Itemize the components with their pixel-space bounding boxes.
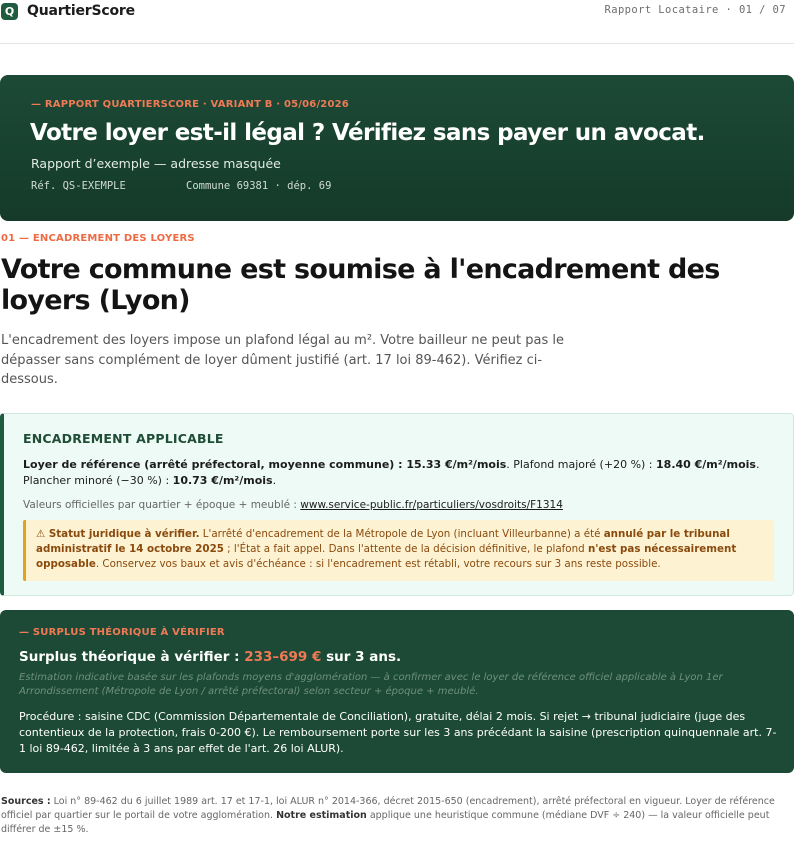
legal-warning (23, 520, 774, 581)
sentence-end: . (272, 474, 277, 487)
surplus-headline-suffix: sur 3 ans. (321, 649, 402, 665)
surplus-headline (19, 649, 401, 665)
surplus-amount: 233–699 € (244, 649, 322, 665)
hero-banner (0, 75, 794, 221)
hero-title: Votre loyer est-il légal ? Vérifiez sans payer un avocat. (30, 120, 705, 146)
surplus-headline-prefix: Surplus théorique à vérifier : (19, 649, 245, 665)
hero-kicker: — RAPPORT QUARTIERSCORE · VARIANT B · 05/06/2026 (31, 99, 349, 110)
section-kicker: 01 — ENCADREMENT DES LOYERS (1, 233, 195, 244)
procedure-text: Procédure : saisine CDC (Commission Départementale de Conciliation), gratuite, délai 2 mois. Si rejet → tribunal judiciaire (juge des contentieux de la protection, frais 0-200 €). Le remboursement porte sur les 3 ans précédant la saisine (prescription quinquennale art. 7-1 loi 89-462, limitée à 3 ans par effet de l'art. 26 loi ALUR). (19, 710, 777, 755)
warning-text: L'arrêté d'encadrement de la Métropole de Lyon (incluant Villeurbanne) a été (199, 528, 604, 540)
reference-rent: Loyer de référence (arrêté préfectoral, moyenne commune) : 15.33 €/m²/mois (23, 458, 507, 471)
reference-id: Réf. QS-EXEMPLE (31, 180, 126, 192)
majore-value: 18.40 €/m²/mois (656, 458, 756, 471)
source-text: Valeurs officielles par quartier + époque + meublé : (23, 499, 301, 511)
commune-code: Commune 69381 · dép. 69 (186, 180, 332, 192)
logo-icon: Q (1, 3, 18, 20)
warning-text: ; l'État a fait appel. Dans l'attente de la décision définitive, le plafond (223, 543, 588, 555)
rent-values (23, 457, 763, 489)
section-title: Votre commune est soumise à l'encadrement des loyers (Lyon) (1, 254, 720, 316)
hero-subtitle: Rapport d’exemple — adresse masquée (31, 156, 281, 171)
warning-text: . Conservez vos baux et avis d'échéance : si l'encadrement est rétabli, votre recours sur 3 ans reste possible. (95, 558, 661, 570)
surplus-note: Estimation indicative basée sur les plafonds moyens d'agglomération — à confirmer avec le loyer de référence officiel applicable à Lyon 1er Arrondissement (Métropole de Lyon / arrêté préfectoral) selon secteur + époque + meublé. (19, 672, 723, 697)
sources-label: Sources : (1, 796, 51, 807)
surplus-card (0, 610, 794, 773)
majore-label: . Plafond majoré (+20 %) : (506, 458, 657, 471)
brand-name: QuartierScore (27, 3, 135, 19)
applicable-title: ENCADREMENT APPLICABLE (23, 431, 224, 446)
official-source (23, 499, 563, 511)
surplus-kicker: — SURPLUS THÉORIQUE À VÉRIFIER (19, 627, 225, 638)
warning-icon: ⚠ (36, 528, 46, 540)
section-intro: L'encadrement des loyers impose un plafond légal au m². Votre bailleur ne peut pas le dépasser sans complément de loyer dûment justifié (art. 17 loi 89-462). Vérifiez ci-dessous. (1, 333, 565, 387)
minore-value: 10.73 €/m²/mois (172, 474, 273, 487)
estimate-label: Notre estimation (276, 810, 367, 821)
minore-label: . Plancher minoré (−30 %) : (23, 458, 760, 487)
estimate-text: applique une heuristique commune (médiane DVF ÷ 240) — la valeur officielle peut différer de ±15 %. (1, 810, 770, 835)
top-bar (0, 0, 794, 44)
applicable-card (0, 413, 794, 596)
sources-footnote (1, 795, 781, 837)
warning-lead: Statut juridique à vérifier. (48, 528, 200, 540)
sources-text: Loi n° 89-462 du 6 juillet 1989 art. 17 et 17-1, loi ALUR n° 2014-366, décret 2015-650 (encadrement), arrêté préfectoral en vigueur. Loyer de référence officiel par quartier sur le portail de votre agglomération. (1, 796, 775, 821)
warning-emphasis: annulé par le tribunal administratif le 14 octobre 2025 (36, 528, 730, 555)
page-indicator: Rapport Locataire · 01 / 07 (604, 4, 786, 16)
service-public-link[interactable]: www.service-public.fr/particuliers/vosdroits/F1314 (300, 499, 563, 511)
warning-emphasis: n'est pas nécessairement opposable (36, 543, 737, 570)
